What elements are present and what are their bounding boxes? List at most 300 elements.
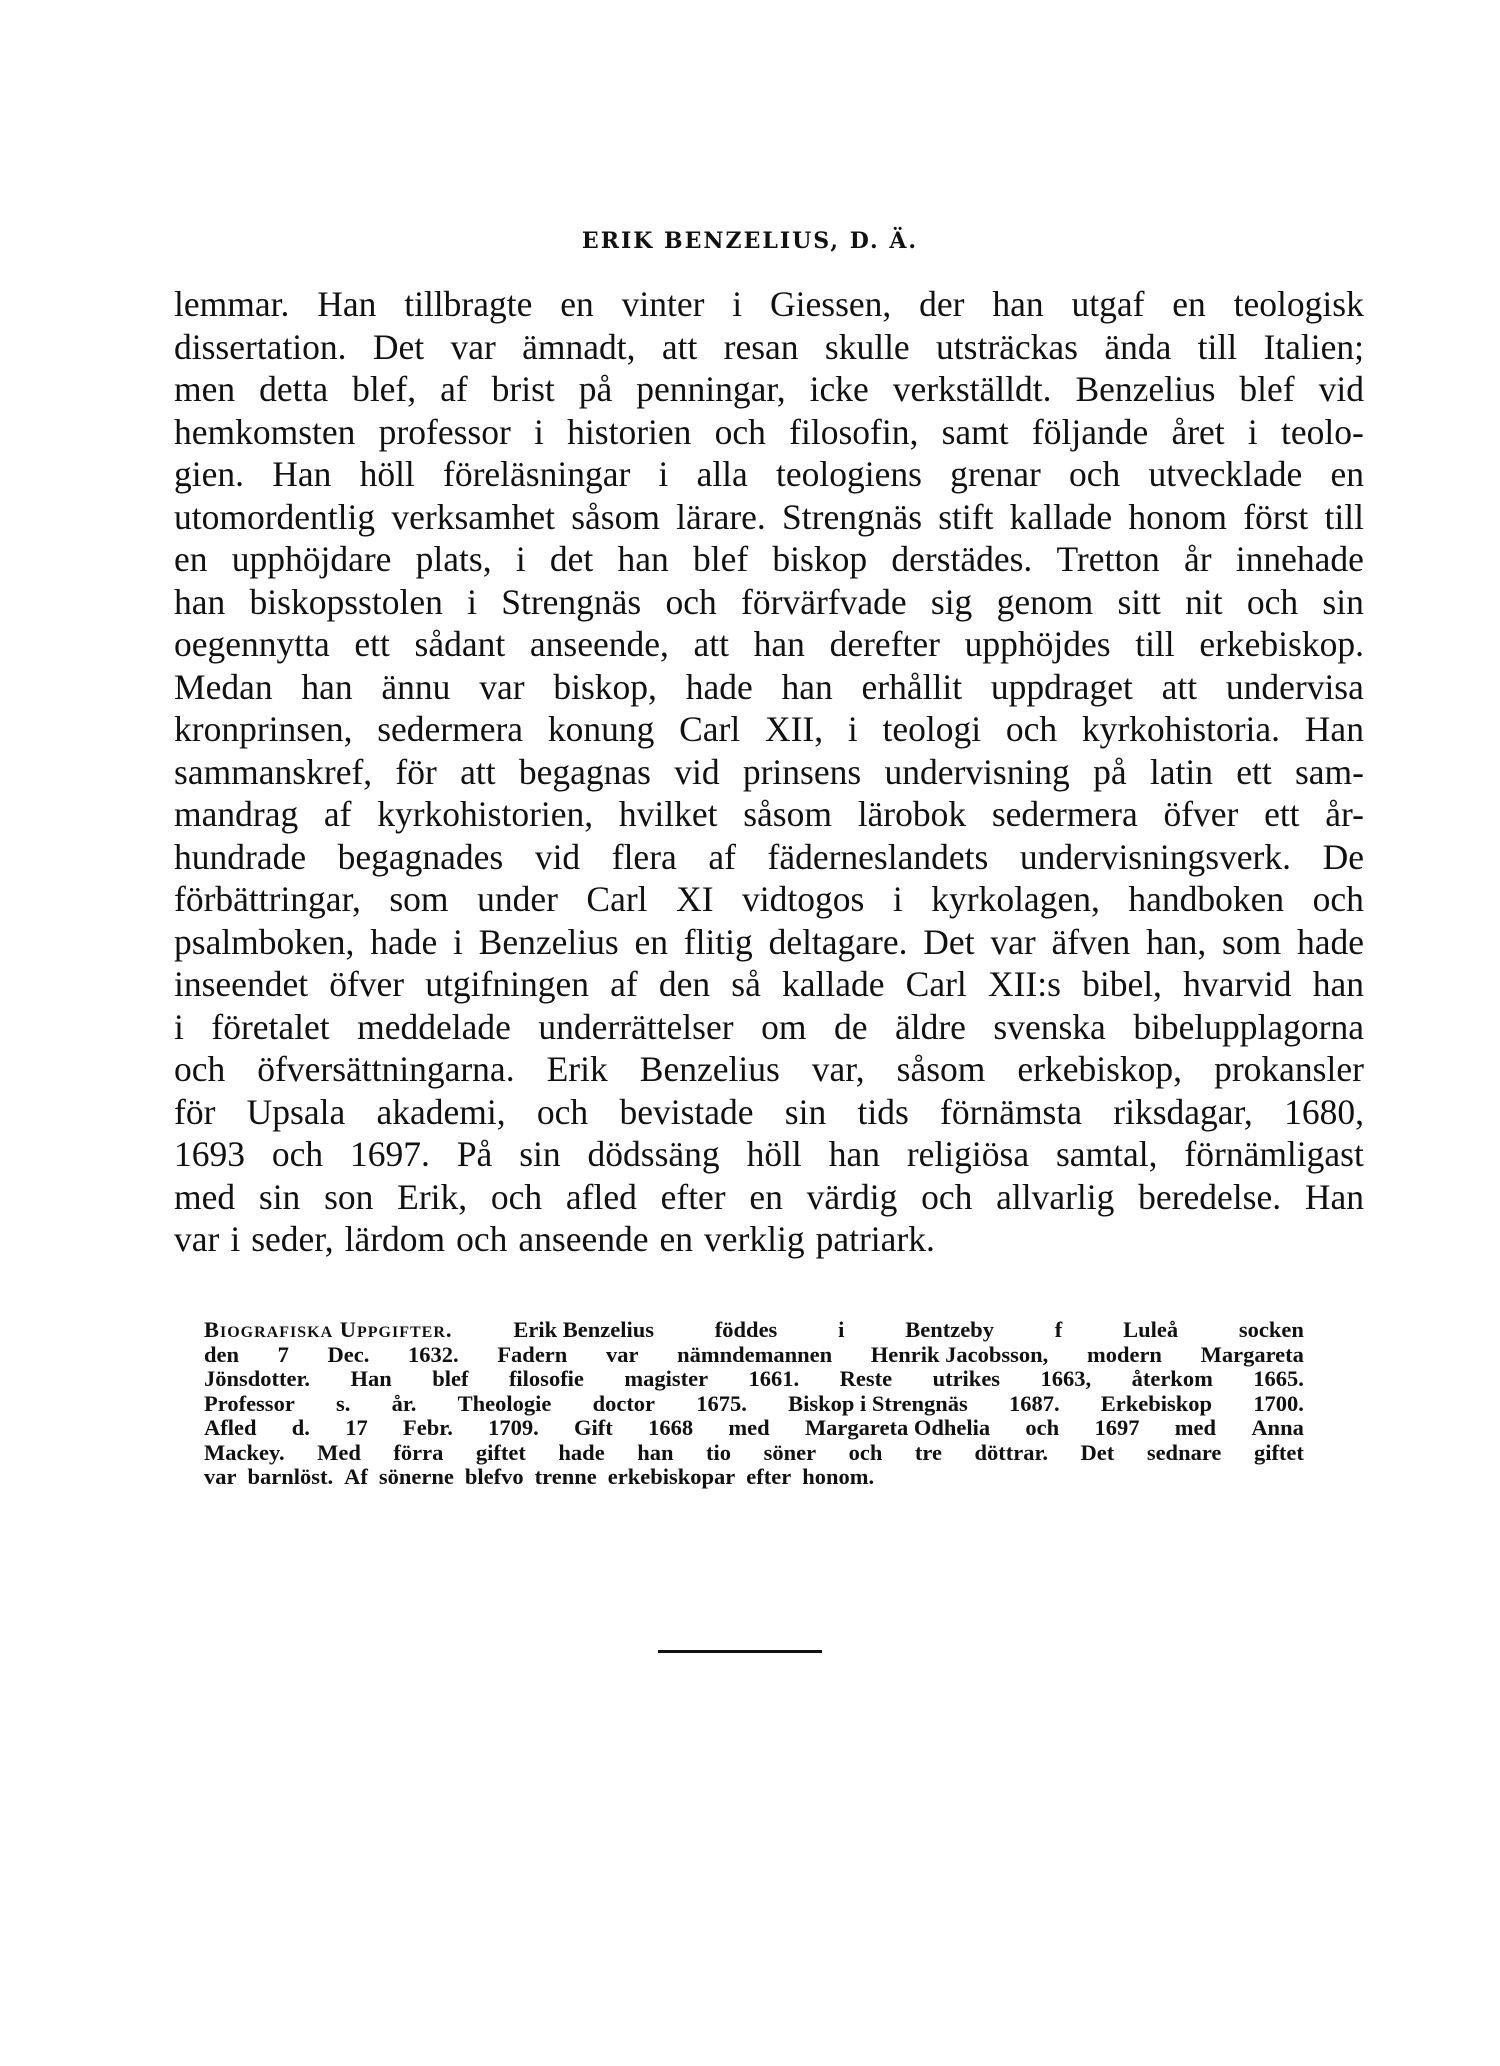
word: deltagare.	[768, 921, 908, 962]
word: seder,	[251, 1219, 334, 1259]
word: biskop	[772, 539, 868, 579]
word: allvarlig	[996, 1176, 1115, 1217]
word: och	[1005, 709, 1058, 749]
footnote-word: Gift	[574, 1415, 613, 1440]
word: en	[659, 1219, 694, 1259]
footnote-word: 1700.	[1253, 1390, 1304, 1416]
word: och	[456, 1219, 508, 1259]
word: förvärfvade	[741, 581, 907, 622]
word: så	[731, 964, 761, 1004]
word: sådant	[414, 624, 506, 664]
word: latin	[1149, 751, 1213, 792]
word: honom	[1128, 496, 1227, 537]
word: i	[847, 709, 858, 749]
text-line	[174, 793, 1364, 836]
word: det	[549, 539, 594, 579]
word: 1693	[174, 1134, 245, 1174]
text-line	[174, 666, 1364, 709]
word: Carl	[586, 879, 648, 919]
word: och	[665, 581, 717, 622]
word: filosofin,	[789, 411, 919, 452]
word: brist	[491, 369, 555, 409]
footnote-word: Af	[344, 1464, 368, 1489]
word: han	[753, 624, 805, 664]
running-head: ERIK BENZELIUS, D. Ä.	[581, 228, 919, 254]
word: gien.	[174, 454, 244, 494]
word: Benzelius	[1075, 369, 1216, 409]
word: Det	[923, 921, 975, 962]
word: erkebiskop,	[1017, 1049, 1183, 1089]
footnote-line	[204, 1416, 1304, 1441]
footnote-word: d.	[291, 1415, 310, 1440]
word: i	[515, 539, 526, 579]
word: bevistade	[619, 1091, 754, 1132]
word: stift	[938, 496, 994, 537]
footnote-word: 1697	[1094, 1415, 1140, 1440]
footnote-word: Erkebiskop	[1100, 1390, 1213, 1416]
footnote-line	[204, 1441, 1304, 1466]
word: och	[1246, 581, 1299, 622]
footnote-word: sönerne	[378, 1464, 454, 1489]
word: Benzelius	[639, 1049, 780, 1089]
footnote-word: var	[204, 1464, 237, 1489]
footnote-word: söner	[763, 1439, 817, 1465]
word: Strengnäs	[501, 581, 642, 622]
footnote-word: trenne	[534, 1464, 597, 1489]
word: Han	[1304, 1176, 1364, 1217]
footnote-word: med	[1174, 1415, 1217, 1440]
word: ett	[354, 624, 390, 664]
footnote-word: 1665.	[1253, 1366, 1304, 1391]
word: Erik	[546, 1049, 608, 1089]
word: ett	[1236, 751, 1272, 792]
word: var	[450, 326, 496, 367]
footnote-word: och	[848, 1439, 883, 1465]
word: kallade	[782, 964, 885, 1004]
text-line	[174, 963, 1364, 1006]
text-line	[174, 623, 1364, 666]
text-line	[174, 1218, 1364, 1261]
footnote-word: föddes	[714, 1317, 778, 1342]
word: blef,	[352, 369, 417, 409]
word: sedermera	[991, 794, 1138, 834]
footnote-line	[204, 1392, 1304, 1417]
word: öfversättningarna.	[257, 1049, 515, 1089]
word: Upsala	[246, 1091, 346, 1132]
word: att	[661, 326, 698, 367]
word: konung	[547, 709, 655, 749]
footnote-word: 1663,	[1040, 1366, 1092, 1391]
word: kronprinsen,	[174, 709, 353, 749]
footnote-word: den	[204, 1341, 240, 1367]
footnote-word: Afled	[204, 1415, 257, 1440]
word: verksamhet	[391, 496, 555, 537]
footnote-word: med	[728, 1415, 770, 1440]
footnote-word: han	[637, 1439, 674, 1465]
footnote-word: Med	[317, 1439, 361, 1465]
word: utsträckas	[936, 326, 1078, 367]
word: för	[174, 1091, 216, 1132]
word: föreläsningar	[443, 454, 631, 494]
word: lärare.	[676, 496, 766, 537]
word: På	[456, 1134, 493, 1174]
word: hvilket	[618, 794, 718, 834]
word: till	[1324, 496, 1364, 537]
word: vid	[674, 751, 720, 792]
word: i	[1247, 411, 1258, 452]
word: undervisa	[1225, 666, 1364, 707]
word: vid	[1318, 369, 1364, 409]
word: ämnadt,	[522, 326, 636, 367]
word: nit	[1185, 581, 1223, 622]
word: Carl	[679, 709, 741, 749]
word: höll	[359, 454, 415, 494]
word: upphöjdes	[964, 624, 1111, 664]
footnote-word: erkebiskopar	[607, 1464, 736, 1489]
word: icke	[809, 369, 869, 409]
word: en	[174, 539, 208, 579]
word: med	[174, 1176, 236, 1217]
word: var,	[811, 1049, 865, 1089]
word: i	[732, 284, 743, 324]
word: verkställdt.	[892, 369, 1052, 409]
word: skulle	[824, 326, 910, 367]
word: sammanskref,	[174, 751, 373, 792]
word: riksdagar,	[1113, 1091, 1253, 1132]
footnote-word: magister	[624, 1366, 709, 1391]
word: meddelade	[357, 1006, 511, 1047]
word: vidtogos	[742, 879, 865, 919]
word: en	[560, 284, 594, 324]
word: var	[479, 666, 525, 707]
word: patriark.	[815, 1219, 935, 1259]
footnote-word: 1709.	[488, 1415, 539, 1440]
footnote-word: 1687.	[1008, 1390, 1060, 1416]
footnote-word: 1668	[648, 1415, 694, 1440]
word: verklig	[704, 1219, 805, 1259]
word: Italien;	[1263, 326, 1364, 367]
word: Giessen,	[770, 284, 892, 324]
word: af	[610, 964, 638, 1004]
footnote-word: i	[838, 1317, 845, 1342]
word: underrättelser	[538, 1006, 734, 1047]
word: i	[174, 1006, 184, 1047]
word: till	[1135, 624, 1175, 664]
word: hemkomsten	[174, 411, 356, 452]
word: teologiens	[776, 454, 922, 494]
word: resan	[723, 326, 799, 367]
word: att	[460, 751, 496, 792]
word: i	[534, 411, 544, 452]
word: prokansler	[1214, 1049, 1364, 1089]
footnote-word: var	[605, 1341, 639, 1367]
footnote-word: honom.	[802, 1464, 875, 1489]
word: han	[828, 1134, 880, 1174]
word: efter	[660, 1176, 726, 1217]
word: samtal,	[1055, 1134, 1158, 1174]
footnote-word: Reste	[839, 1366, 893, 1391]
text-line	[174, 751, 1364, 794]
word: under	[477, 879, 558, 919]
word: penningar,	[636, 369, 786, 409]
footnote-word: Biskop i Strengnäs	[788, 1390, 968, 1416]
word: öfver	[329, 964, 405, 1004]
word: teolo-	[1281, 411, 1364, 452]
word: religiösa	[906, 1134, 1030, 1174]
footnote-word: 1661.	[748, 1366, 800, 1391]
word: De	[1322, 836, 1364, 877]
footnote-word: tre	[914, 1439, 942, 1465]
word: ända	[1104, 326, 1172, 367]
word: förnämsta	[940, 1091, 1082, 1132]
footnote-line	[204, 1318, 1304, 1343]
footnote-word: 1675.	[696, 1390, 747, 1416]
word: undervisning	[884, 751, 1070, 792]
word: akademi,	[376, 1091, 506, 1132]
word: hvarvid	[1183, 964, 1292, 1004]
word: var	[174, 1219, 220, 1259]
word: följande	[1031, 411, 1149, 452]
word: utgifningen	[425, 964, 589, 1004]
word: att	[1161, 666, 1198, 707]
footnote-word: barnlöst.	[247, 1464, 334, 1489]
word: teologisk	[1233, 284, 1364, 324]
footnote-word: f	[1054, 1317, 1063, 1342]
footnote-label: Biografiska Uppgifter.	[204, 1317, 453, 1342]
word: han	[781, 666, 833, 707]
footnote-word: Dec.	[327, 1341, 370, 1367]
word: den	[658, 964, 711, 1004]
footnote-word: Erik Benzelius	[513, 1317, 654, 1342]
word: en	[1172, 284, 1206, 324]
word: vinter	[621, 284, 705, 324]
footnote-word: blefvo	[464, 1464, 524, 1489]
body-text	[174, 283, 1364, 1261]
word: blef	[1239, 369, 1295, 409]
word: 1697.	[350, 1134, 430, 1174]
footnote-word: giftet	[1253, 1439, 1304, 1465]
text-line	[174, 921, 1364, 964]
footnote-word: doctor	[592, 1390, 656, 1416]
footnote-word: och	[1025, 1415, 1060, 1440]
word: Han	[272, 454, 332, 494]
word: XII:s	[987, 964, 1061, 1004]
word: fäderneslandets	[767, 836, 989, 877]
word: lemmar.	[174, 284, 290, 324]
word: handboken	[1128, 879, 1285, 919]
word: grenar	[950, 454, 1041, 494]
word: vid	[534, 836, 581, 877]
word: lärdom	[344, 1219, 446, 1259]
word: i	[453, 921, 463, 962]
word: de	[833, 1006, 868, 1047]
word: Benzelius	[478, 921, 619, 962]
word: i	[230, 1219, 241, 1259]
text-line	[174, 496, 1364, 539]
word: anseende	[518, 1219, 649, 1259]
word: om	[761, 1006, 807, 1047]
word: han	[617, 539, 669, 579]
word: en	[1330, 454, 1364, 494]
footnote-word: 17	[345, 1415, 368, 1440]
word: kyrkohistorien,	[377, 794, 594, 834]
word: han	[301, 666, 353, 707]
footnote-line	[204, 1367, 1304, 1392]
word: derefter	[829, 624, 940, 664]
word: en	[749, 1176, 783, 1217]
word: hade	[1296, 921, 1364, 962]
word: året	[1171, 411, 1225, 452]
footnote-word: förra	[393, 1439, 444, 1465]
biographical-footnote	[204, 1318, 1304, 1490]
text-line	[174, 1006, 1364, 1049]
word: dissertation.	[174, 326, 347, 367]
footnote-word: 1632.	[408, 1341, 459, 1367]
word: alla	[696, 454, 748, 494]
word: Han	[317, 284, 377, 324]
text-line	[174, 878, 1364, 921]
word: af	[323, 794, 352, 834]
word: uppdraget	[990, 666, 1133, 707]
word: kyrkohistoria.	[1081, 709, 1281, 749]
word: historien	[567, 411, 692, 452]
word: hundrade	[174, 836, 307, 877]
word: värdig	[806, 1176, 898, 1217]
word: Tretton	[1056, 539, 1160, 579]
word: hade	[370, 921, 438, 962]
word: i	[658, 454, 669, 494]
footnote-word: blef	[432, 1366, 469, 1391]
word: han	[174, 581, 226, 622]
word: undervisningsverk.	[1019, 836, 1291, 877]
word: begagnas	[518, 751, 651, 792]
word: en	[634, 921, 668, 962]
word: blef	[692, 539, 749, 579]
word: ett	[1264, 794, 1300, 834]
word: Strengnäs	[782, 496, 923, 537]
word: att	[693, 624, 730, 664]
word: der	[919, 284, 965, 324]
text-line	[174, 538, 1364, 581]
word: och	[490, 1176, 543, 1217]
word: och	[1312, 879, 1364, 919]
footnote-word: döttrar.	[974, 1439, 1049, 1465]
word: flitig	[683, 921, 753, 962]
text-line	[174, 836, 1364, 879]
word: äldre	[894, 1006, 966, 1047]
word: mandrag	[174, 794, 299, 834]
footnote-word: år.	[391, 1390, 417, 1416]
word: utomordentlig	[174, 496, 376, 537]
word: som	[389, 879, 449, 919]
word: sam-	[1294, 751, 1364, 792]
word: som	[1222, 921, 1282, 962]
word: af	[440, 369, 468, 409]
footnote-word: sednare	[1146, 1439, 1222, 1465]
footnote-word: s.	[336, 1390, 351, 1416]
word: för	[395, 751, 437, 792]
footnote-word: Bentzeby	[905, 1317, 994, 1342]
word: såsom	[743, 794, 832, 834]
word: Erik,	[397, 1176, 468, 1217]
word: till	[1197, 326, 1238, 367]
word: plats,	[415, 539, 492, 579]
word: var	[990, 921, 1036, 962]
footnote-word: Det	[1080, 1439, 1115, 1465]
word: och	[174, 1049, 226, 1089]
text-line	[174, 411, 1364, 454]
footnote-word: modern	[1086, 1341, 1162, 1367]
word: han	[992, 284, 1044, 324]
word: sin	[258, 1176, 301, 1217]
word: kallade	[1009, 496, 1113, 537]
word: sin	[1322, 581, 1364, 622]
word: innehade	[1235, 539, 1364, 579]
word: tillbragte	[404, 284, 533, 324]
closing-rule	[658, 1650, 822, 1653]
footnote-word: Henrik Jacobsson,	[870, 1341, 1049, 1367]
word: detta	[259, 369, 329, 409]
word: förnämligast	[1184, 1134, 1364, 1174]
word: och	[714, 411, 766, 452]
word: och	[921, 1176, 973, 1217]
word: Det	[372, 326, 425, 367]
word: öfver	[1163, 794, 1239, 834]
word: Han	[1304, 709, 1364, 749]
word: samt	[941, 411, 1009, 452]
word: tids	[857, 1091, 909, 1132]
footnote-word: nämndemannen	[677, 1341, 833, 1367]
word: sitt	[1117, 581, 1161, 622]
word: Carl	[905, 964, 967, 1004]
text-line	[174, 708, 1364, 751]
footnote-word: Mackey.	[204, 1439, 285, 1465]
word: på	[1093, 751, 1127, 792]
footnote-word: Anna	[1251, 1415, 1304, 1440]
word: lärobok	[857, 794, 967, 834]
word: sedermera	[377, 709, 524, 749]
text-line	[174, 581, 1364, 624]
word: höll	[746, 1134, 802, 1174]
word: år-	[1325, 794, 1364, 834]
text-line	[174, 453, 1364, 496]
word: sin	[784, 1091, 827, 1132]
text-line	[174, 1176, 1364, 1219]
footnote-word: filosofie	[508, 1366, 584, 1391]
word: 1680,	[1284, 1091, 1364, 1132]
word: flera	[611, 836, 677, 877]
word: XII,	[764, 709, 824, 749]
word: förbättringar,	[174, 879, 361, 919]
word: såsom	[571, 496, 660, 537]
footnote-line	[204, 1343, 1304, 1368]
footnote-word: Professor	[204, 1390, 295, 1416]
word: professor	[378, 411, 511, 452]
word: erhållit	[861, 666, 963, 707]
word: afled	[565, 1176, 637, 1217]
text-line	[174, 1048, 1364, 1091]
word: utgaf	[1071, 284, 1145, 324]
word: Medan	[174, 666, 273, 707]
footnote-word: Margareta	[1200, 1341, 1304, 1367]
word: dödssäng	[587, 1134, 720, 1174]
text-line	[174, 326, 1364, 369]
word: på	[578, 369, 613, 409]
word: son	[324, 1176, 374, 1217]
word: svenska	[993, 1006, 1106, 1047]
word: äfven	[1051, 921, 1131, 962]
word: psalmboken,	[174, 921, 355, 962]
